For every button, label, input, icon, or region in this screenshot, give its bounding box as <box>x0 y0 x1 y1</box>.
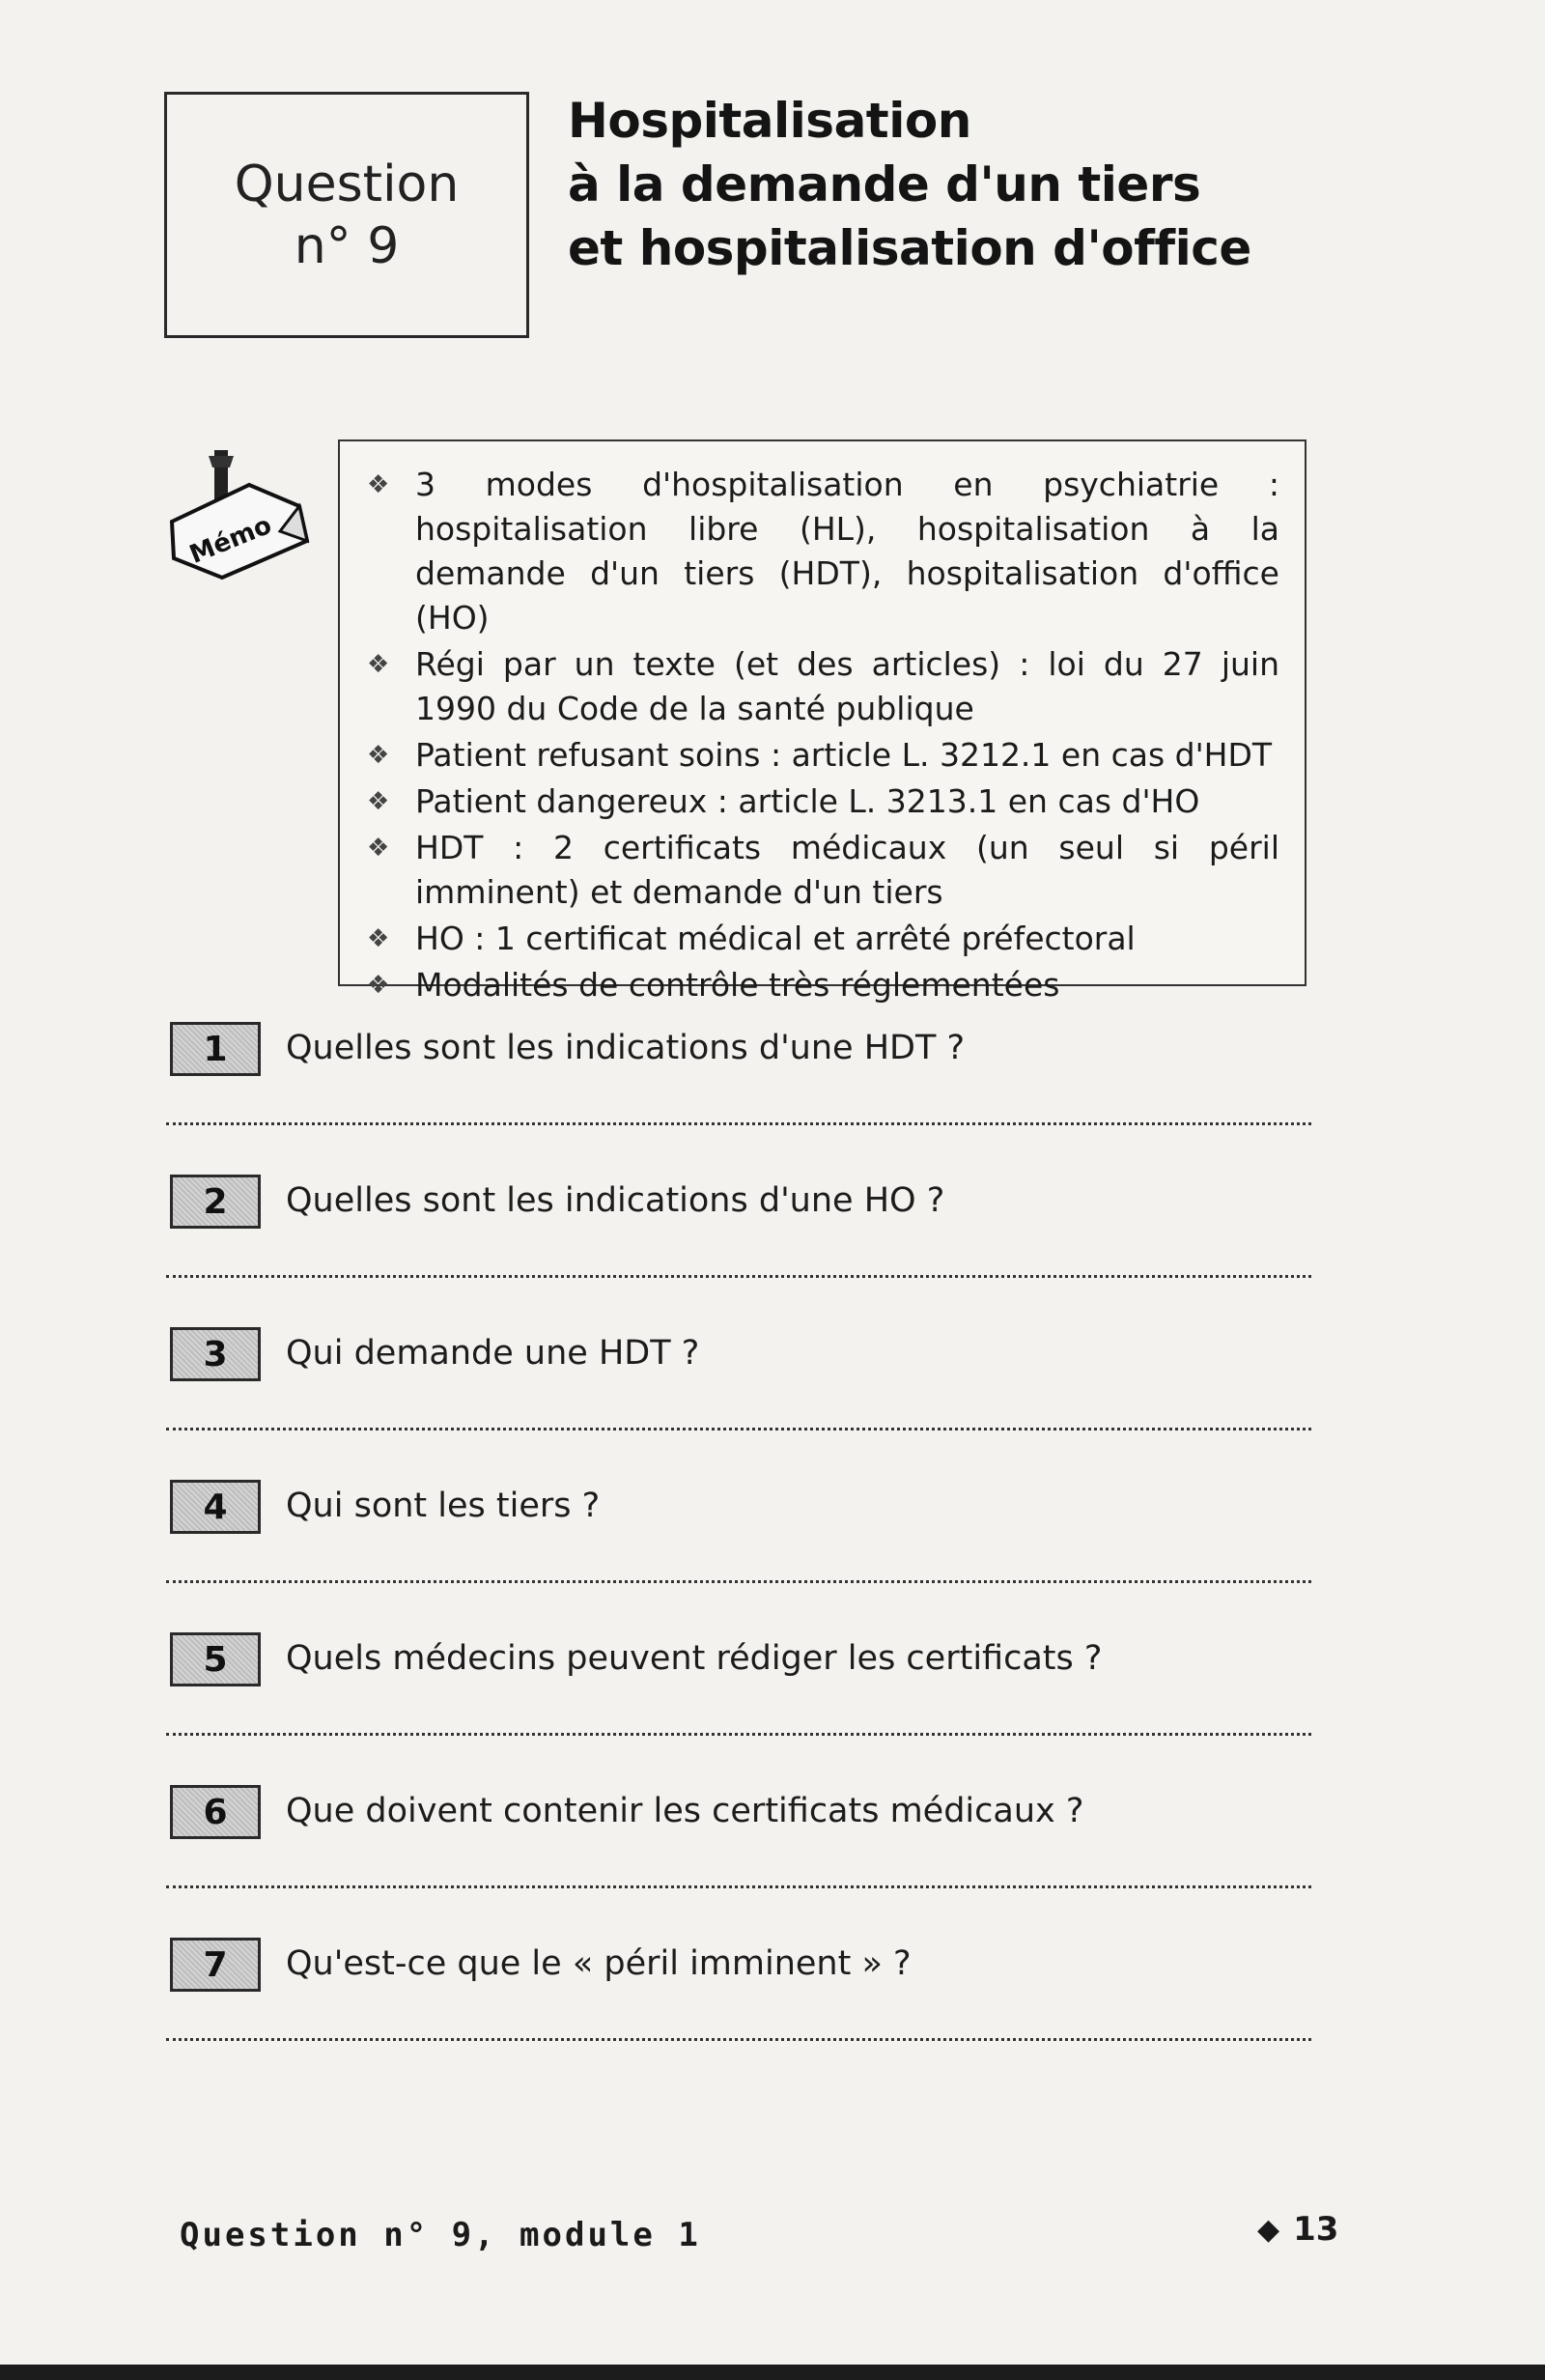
question-text: Quelles sont les indications d'une HDT ? <box>286 1029 966 1067</box>
title-line: à la demande d'un tiers <box>568 156 1201 212</box>
memo-item <box>367 963 1279 1007</box>
question-item <box>170 1175 1319 1281</box>
diamond-bullet-icon: ❖ <box>367 650 390 679</box>
question-text: Qu'est-ce que le « péril imminent » ? <box>286 1944 912 1983</box>
title-line: Hospitalisation <box>568 93 971 149</box>
answer-dotted-line[interactable] <box>166 1122 1311 1125</box>
question-number-badge: 6 <box>170 1785 261 1839</box>
question-number-box <box>164 92 529 338</box>
diamond-icon: ◆ <box>1257 2212 1280 2247</box>
page-title <box>568 89 1302 280</box>
question-number-badge: 2 <box>170 1175 261 1229</box>
memo-box <box>338 439 1306 1004</box>
question-number: n° 9 <box>294 216 400 275</box>
memo-tag-label: Mémo <box>185 510 276 570</box>
question-text: Quelles sont les indications d'une HO ? <box>286 1181 945 1220</box>
memo-item <box>367 642 1279 731</box>
diamond-bullet-icon: ❖ <box>367 971 390 1000</box>
question-text: Que doivent contenir les certificats médicaux ? <box>286 1792 1084 1830</box>
question-number-badge: 3 <box>170 1327 261 1381</box>
question-item <box>170 1938 1319 2044</box>
diamond-bullet-icon: ❖ <box>367 834 390 863</box>
answer-dotted-line[interactable] <box>166 1885 1311 1888</box>
diamond-bullet-icon: ❖ <box>367 470 390 499</box>
answer-dotted-line[interactable] <box>166 1580 1311 1583</box>
memo-item <box>367 779 1279 824</box>
question-label: Question <box>234 155 460 213</box>
question-item <box>170 1022 1319 1128</box>
answer-dotted-line[interactable] <box>166 1275 1311 1278</box>
memo-item-text: Patient dangereux : article L. 3213.1 en cas d'HO <box>415 782 1200 820</box>
question-text: Quels médecins peuvent rédiger les certificats ? <box>286 1639 1103 1678</box>
memo-item-text: HDT : 2 certificats médicaux (un seul si péril imminent) et demande d'un tiers <box>415 829 1279 911</box>
memo-item <box>367 463 1279 640</box>
question-item <box>170 1632 1319 1739</box>
footer-page <box>1257 2210 1338 2249</box>
answer-dotted-line[interactable] <box>166 1428 1311 1431</box>
memo-item <box>367 917 1279 961</box>
question-text: Qui demande une HDT ? <box>286 1334 700 1373</box>
question-number-badge: 4 <box>170 1480 261 1534</box>
diamond-bullet-icon: ❖ <box>367 924 390 953</box>
memo-item-text: Modalités de contrôle très réglementées <box>415 966 1060 1004</box>
diamond-bullet-icon: ❖ <box>367 741 390 770</box>
footer-section-label: Question n° 9, module 1 <box>180 2216 701 2254</box>
question-number-badge: 1 <box>170 1022 261 1076</box>
memo-item-text: 3 modes d'hospitalisation en psychiatrie : hospitalisation libre (HL), hospitalisation à la demande d'un tiers (HDT), hospitalisation d'office (HO) <box>415 466 1279 637</box>
question-item <box>170 1327 1319 1433</box>
question-item <box>170 1480 1319 1586</box>
answer-dotted-line[interactable] <box>166 2038 1311 2041</box>
diamond-bullet-icon: ❖ <box>367 787 390 816</box>
title-line: et hospitalisation d'office <box>568 220 1251 276</box>
question-item <box>170 1785 1319 1891</box>
memo-item-text: Régi par un texte (et des articles) : loi du 27 juin 1990 du Code de la santé publique <box>415 645 1279 727</box>
memo-tag-icon <box>166 446 311 601</box>
memo-item-text: Patient refusant soins : article L. 3212.1 en cas d'HDT <box>415 736 1273 774</box>
memo-item-text: HO : 1 certificat médical et arrêté préfectoral <box>415 920 1136 957</box>
memo-item <box>367 733 1279 778</box>
question-number-badge: 5 <box>170 1632 261 1686</box>
question-text: Qui sont les tiers ? <box>286 1487 601 1525</box>
memo-item <box>367 826 1279 915</box>
question-number-badge: 7 <box>170 1938 261 1992</box>
answer-dotted-line[interactable] <box>166 1733 1311 1736</box>
scan-edge-bar <box>0 2365 1545 2380</box>
page-number: 13 <box>1293 2210 1339 2249</box>
